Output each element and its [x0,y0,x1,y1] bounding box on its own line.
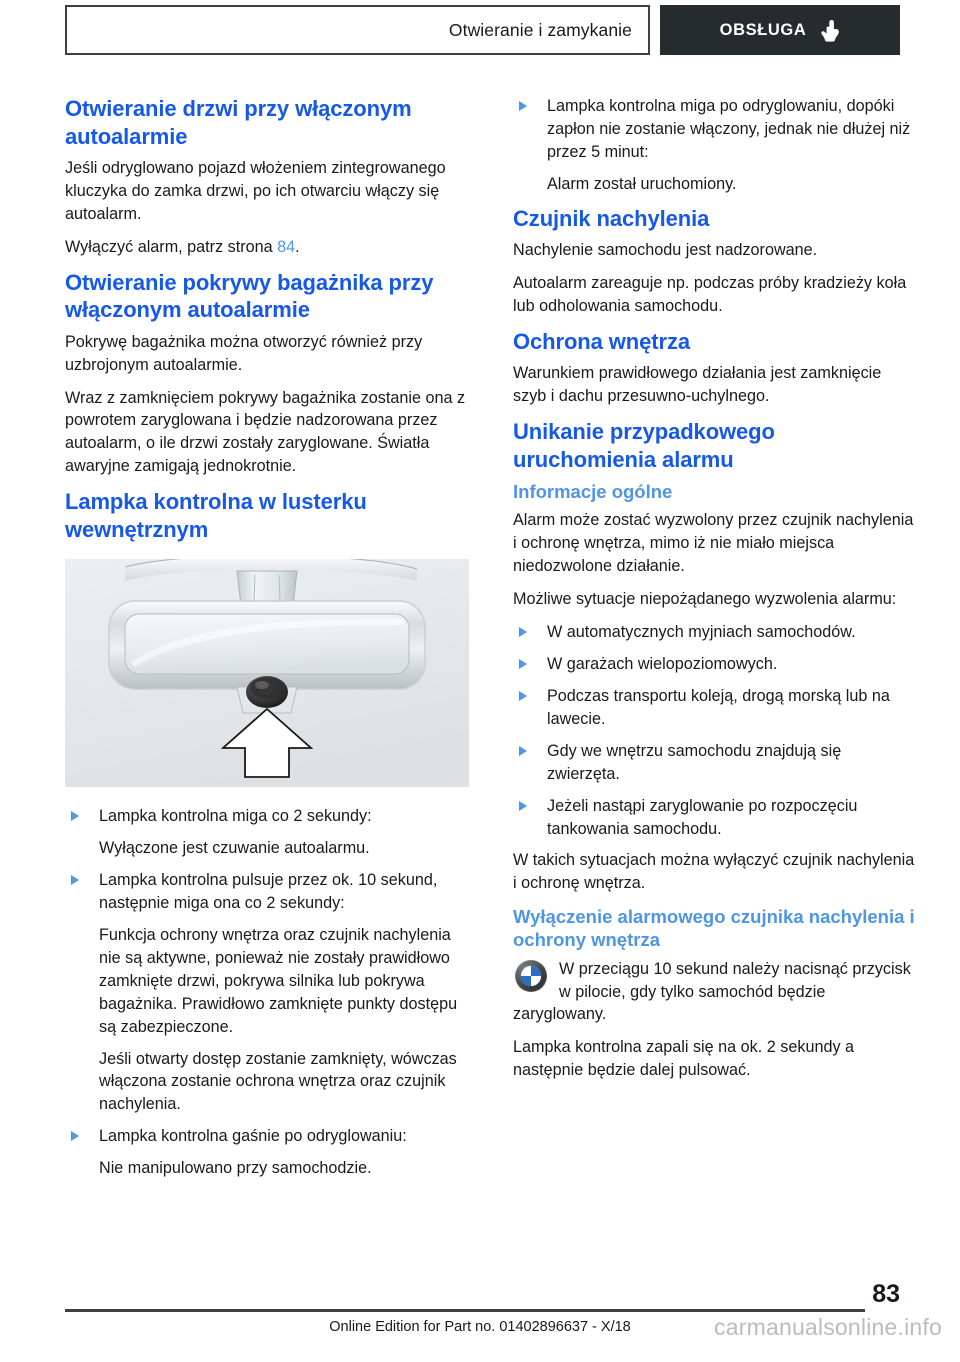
edition-line: Online Edition for Part no. 01402896637 - X/18 [329,1319,631,1335]
xref-suffix: . [295,237,300,256]
indicator-lamp-bullet-list [65,805,469,1180]
paragraph-general-1: Alarm może zostać wyzwolony przez czujnik nachylenia i ochronę wnętrza, mimo iż nie miało miejsca niedozwolone działanie. [513,511,914,576]
list-item [65,805,469,828]
paragraph-opening-doors-1: Jeśli odryglowano pojazd włożeniem zintegrowanego kluczyka do zamka drzwi, po ich otwarciu włączy się autoalarm. [65,159,446,223]
triangle-bullet-icon [519,627,527,637]
list-item [513,685,917,731]
right-column [513,95,917,1092]
list-item-continuation: Funkcja ochrony wnętrza oraz czujnik nachylenia nie są aktywne, ponieważ nie zostały prawidłowo zamknięte drzwi, pokrywa silnika lub pokrywa bagażnika. Prawidłowo zamknięte punkty dostępu są zabezpieczone. [99,925,458,1036]
section-heading-opening-doors: Otwieranie drzwi przy włączonym autoalarmie [65,96,412,149]
page-cross-reference[interactable]: 84 [277,237,296,256]
list-item-continuation: Wyłączone jest czuwanie autoalarmu. [99,839,370,858]
bmw-quadrant [531,966,541,976]
section-heading-tilt-sensor: Czujnik nachylenia [513,205,710,231]
triangle-bullet-icon [71,811,79,821]
pointing-hand-icon [820,19,840,43]
section-heading-avoid-false-alarm: Unikanie przypadkowego uruchomienia alarmu [513,419,775,472]
subheading-general-info: Informacje ogólne [513,481,673,503]
paragraph-general-2: Możliwe sytuacje niepożądanego wyzwolenia alarmu: [513,590,897,609]
list-item-text: W automatycznych myjniach samochodów. [547,623,856,642]
paragraph-trunk-1: Pokrywę bagażnika można otworzyć również przy uzbrojonym autoalarmie. [65,332,423,374]
triangle-bullet-icon [71,875,79,885]
bmw-roundel-icon [515,960,547,992]
paragraph-tilt-1: Nachylenie samochodu jest nadzorowane. [513,241,818,260]
section-heading-interior-protection: Ochrona wnętrza [513,328,690,354]
paragraph-tilt-2: Autoalarm zareaguje np. podczas próby kradzieży koła lub odholowania samochodu. [513,274,907,316]
list-item-text: W garażach wielopoziomowych. [547,655,778,674]
list-item-text: Podczas transportu koleją, drogą morską lub na lawecie. [547,686,890,728]
paragraph-deactivate-alarm [65,236,469,259]
footer-divider [65,1309,865,1312]
breadcrumb-label: Otwieranie i zamykanie [448,19,632,40]
list-item [513,795,917,841]
list-item-text: Lampka kontrolna gaśnie po odryglowaniu: [99,1127,407,1146]
list-item [513,95,917,164]
paragraph-trunk-2: Wraz z zamknięciem pokrywy bagażnika zostanie ona z powrotem zaryglowana i będzie nadzorowana przez autoalarm, o ile drzwi zostały zaryglowane. Światła awaryjne zamigają jednokrotnie. [65,388,466,476]
top-bullet-list [513,95,917,196]
list-item-text: Jeżeli nastąpi zaryglowanie po rozpoczęciu tankowania samochodu. [547,796,858,838]
section-heading-indicator-lamp: Lampka kontrolna w lusterku wewnętrznym [65,489,367,542]
watermark-text: carmanualsonline.info [714,1314,942,1340]
triangle-bullet-icon [519,691,527,701]
page-number: 83 [872,1280,900,1308]
page-footer [0,1272,960,1362]
bmw-quadrant [521,976,531,986]
bmw-note-text: W przeciągu 10 sekund należy nacisnąć przycisk w pilocie, gdy tylko samochód będzie zaryglowany. [513,959,911,1024]
list-item-text: Lampka kontrolna miga po odryglowaniu, dopóki zapłon nie zostanie włączony, jednak nie dłużej niż przez 5 minut: [547,97,911,161]
section-heading-opening-trunk: Otwieranie pokrywy bagażnika przy włączonym autoalarmie [65,269,434,323]
list-item-text: Lampka kontrolna pulsuje przez ok. 10 sekund, następnie miga ona co 2 sekundy: [99,871,438,912]
triangle-bullet-icon [71,1131,79,1141]
paragraph-interior-1: Warunkiem prawidłowego działania jest zamknięcie szyb i dachu przesuwno-uchylnego. [513,364,882,406]
list-item-text: Lampka kontrolna miga co 2 sekundy: [99,807,372,826]
list-item [65,869,469,915]
list-item [513,621,917,644]
breadcrumb [65,5,650,55]
false-alarm-situations-list [513,621,917,840]
triangle-bullet-icon [519,101,527,111]
paragraph-general-3: W takich sytuacjach można wyłączyć czujnik nachylenia i ochronę wnętrza. [513,851,915,893]
list-item-continuation: Nie manipulowano przy samochodzie. [99,1159,372,1178]
list-item-text: Gdy we wnętrzu samochodu znajdują się zwierzęta. [547,741,842,783]
xref-prefix: Wyłączyć alarm, patrz strona [65,237,278,256]
section-tab-label: OBSŁUGA [719,20,807,39]
list-item-continuation: Jeśli otwarty dostęp zostanie zamknięty, wówczas włączona zostanie ochrona wnętrza oraz czujnik nachylenia. [99,1049,457,1114]
left-column [65,95,469,1189]
bmw-quadrant [531,976,541,986]
list-item [65,1125,469,1148]
bmw-remote-note [513,958,917,1027]
bmw-roundel-inner [521,966,541,986]
page-header [0,0,960,60]
triangle-bullet-icon [519,659,527,669]
list-item [513,740,917,786]
section-tab-obsluga [660,5,900,55]
triangle-bullet-icon [519,746,527,756]
triangle-bullet-icon [519,801,527,811]
list-item [513,653,917,676]
subheading-deactivate-sensors: Wyłączenie alarmowego czujnika nachylenia i ochrony wnętrza [513,906,915,951]
bmw-quadrant [521,966,531,976]
list-item-continuation: Alarm został uruchomiony. [547,174,737,193]
paragraph-indicator-final: Lampka kontrolna zapali się na ok. 2 sekundy a następnie będzie dalej pulsować. [513,1038,855,1080]
rearview-mirror-figure [65,559,469,787]
